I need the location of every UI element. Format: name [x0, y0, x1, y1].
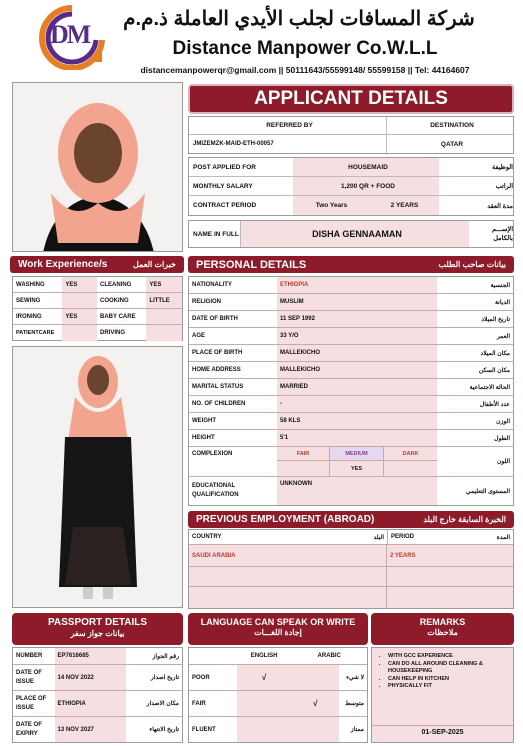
skill-label: WASHING	[16, 281, 45, 288]
previous-employment-header	[188, 511, 514, 528]
personal-label-ar: الديانة	[494, 299, 510, 306]
skill-value: YES	[146, 277, 182, 292]
passport-value: EP7616685	[55, 648, 126, 664]
personal-value: 5'1	[277, 430, 437, 446]
personal-value: ETHIOPIA	[277, 277, 437, 293]
personal-label: PLACE OF BIRTH	[192, 350, 243, 356]
remark-item: • CAN HELP IN KITCHEN	[388, 676, 507, 684]
period-label-ar: المدة	[496, 534, 510, 541]
skill-label: SEWING	[16, 297, 41, 304]
skill-label: BABY CARE	[100, 313, 136, 320]
personal-label-ar: تاريخ الميلاد	[481, 316, 510, 323]
personal-label: NO. OF CHILDREN	[192, 401, 246, 407]
education-label: EDUCATIONAL QUALIFICATION	[192, 483, 239, 498]
destination-label: DESTINATION	[387, 117, 513, 135]
skill-value: LITTLE	[146, 293, 182, 308]
passport-value: ETHIOPIA	[55, 691, 126, 716]
personal-label: NATIONALITY	[192, 282, 232, 288]
salary-label-ar: الراتب	[439, 177, 513, 196]
skill-label: IRONING	[16, 313, 42, 320]
country-label-ar: البلد	[373, 534, 384, 541]
personal-label: RELIGION	[192, 299, 222, 305]
complexion-mark	[277, 461, 330, 476]
education-label-ar: المستوى التعليمي	[465, 488, 510, 495]
arabic-mark	[291, 717, 339, 742]
complexion-mark	[384, 461, 437, 476]
previous-employment-title-ar: الخبرة السابقة خارج البلد	[423, 515, 506, 524]
language-col-arabic: ARABIC	[317, 653, 341, 659]
personal-value: 11 SEP 1992	[277, 311, 437, 327]
destination-value: QATAR	[440, 140, 464, 148]
passport-title-ar: بيانات جواز سفر	[70, 629, 125, 638]
remark-item: • WITH GCC EXPERIENCE	[388, 653, 507, 661]
english-mark: √	[237, 665, 292, 690]
personal-details-table	[188, 276, 514, 506]
personal-value: MALLEKICHO	[277, 345, 437, 361]
passport-label: NUMBER	[16, 653, 43, 659]
name-label-ar: الإســـم بالكامل	[492, 226, 513, 242]
company-logo	[36, 4, 108, 70]
passport-value: 13 NOV 2027	[55, 717, 126, 742]
work-experience-title-ar: خبرات العمل	[133, 260, 176, 269]
language-level-ar: متوسط	[345, 701, 365, 707]
personal-label: MARITAL STATUS	[192, 384, 244, 390]
passport-label: DATE OF EXPIRY	[16, 721, 42, 737]
passport-label-ar: تاريخ الانتهاء	[149, 727, 179, 733]
personal-details-title-ar: بيانات صاحب الطلب	[438, 260, 506, 269]
language-table	[188, 647, 368, 743]
passport-value: 14 NOV 2022	[55, 665, 126, 690]
english-mark	[237, 691, 292, 716]
arabic-mark: √	[291, 691, 339, 716]
passport-label: DATE OF ISSUE	[16, 669, 42, 685]
personal-details-header	[188, 256, 514, 273]
language-col-english: ENGLISH	[250, 653, 278, 659]
language-level: FLUENT	[192, 726, 216, 733]
remark-item: • CAN DO ALL AROUND CLEANING & HOUSEKEEPING	[388, 661, 507, 676]
remarks-title: REMARKS	[419, 617, 466, 627]
remarks-header	[371, 613, 514, 645]
name-label: NAME IN FULL	[189, 221, 241, 247]
language-level-ar: لا شيء	[346, 675, 365, 681]
contract-value-2: 2 YEARS	[366, 196, 439, 215]
passport-title: PASSPORT DETAILS	[47, 617, 148, 628]
salary-label: MONTHLY SALARY	[189, 177, 293, 196]
applicant-full-body-photo	[12, 346, 183, 608]
previous-period: 2 YEARS	[390, 552, 416, 559]
skill-value: YES	[62, 277, 97, 292]
complexion-option-medium: MEDIUM	[330, 447, 384, 461]
skill-value	[62, 325, 97, 341]
complexion-option-fair: FAIR	[277, 447, 330, 461]
work-experience-header	[10, 256, 184, 273]
company-name-english: Distance Manpower Co.W.L.L	[172, 38, 438, 59]
previous-employment-title: PREVIOUS EMPLOYMENT (ABROAD)	[196, 514, 375, 525]
applicant-details-title: APPLICANT DETAILS	[188, 84, 514, 114]
personal-value: MUSLIM	[277, 294, 437, 310]
passport-table	[12, 647, 183, 743]
personal-value: -	[277, 396, 437, 412]
passport-label-ar: مكان الاصدار	[146, 701, 179, 707]
name-value: DISHA GENNAAMAN	[241, 221, 469, 247]
skill-value	[62, 293, 97, 308]
applicant-headshot	[12, 82, 183, 252]
contract-label-ar: مدة العقد	[487, 202, 513, 210]
salary-value: 1,200 QR + FOOD	[293, 177, 439, 196]
post-value: HOUSEMAID	[293, 158, 439, 177]
complexion-option-dark: DARK	[384, 447, 437, 461]
company-name-arabic: شركة المسافات لجلب الأيدي العاملة ذ.م.م	[123, 8, 475, 30]
country-label: COUNTRY	[192, 534, 222, 540]
contact-line: distancemanpowerqr@gmail.com || 50111643/55599148/ 55599158 || Tel: 44164607	[140, 65, 470, 75]
personal-value: 33 Y/O	[277, 328, 437, 344]
remarks-title-ar: ملاحظات	[427, 628, 458, 637]
previous-employment-table	[188, 529, 514, 609]
language-level: POOR	[192, 674, 210, 681]
skill-value: YES	[62, 309, 97, 324]
passport-label: PLACE OF ISSUE	[16, 695, 47, 711]
personal-label: HEIGHT	[192, 435, 215, 441]
post-label-ar: الوظيفة	[439, 158, 513, 177]
logo-text: DM	[50, 20, 90, 49]
personal-details-title: PERSONAL DETAILS	[196, 258, 307, 271]
previous-country: SAUDI ARABIA	[189, 545, 387, 566]
complexion-label-ar: اللون	[497, 459, 510, 465]
language-title-ar: إجادة اللغـــات	[254, 628, 302, 637]
personal-label-ar: مكان السكن	[478, 367, 510, 374]
passport-header	[12, 613, 183, 645]
post-label: POST APPLIED FOR	[189, 158, 293, 177]
remark-item: • PHYSICALLY FIT	[388, 683, 507, 691]
language-level-ar: ممتاز	[350, 727, 365, 733]
personal-label-ar: العمر	[496, 333, 510, 340]
personal-label-ar: الحالة الاجتماعية	[469, 384, 510, 391]
personal-value: MALLEKICHO	[277, 362, 437, 378]
language-header	[188, 613, 368, 645]
personal-label: WEIGHT	[192, 418, 216, 424]
personal-label-ar: الجنسية	[490, 282, 510, 289]
skill-label: DRIVING	[100, 330, 126, 336]
skill-value	[146, 325, 182, 341]
contract-label: CONTRACT PERIOD	[193, 202, 257, 209]
work-experience-table	[12, 276, 183, 341]
remarks-date: 01-SEP-2025	[372, 725, 513, 739]
personal-label-ar: مكان الميلاد	[480, 350, 510, 357]
personal-label: DATE OF BIRTH	[192, 316, 238, 322]
arabic-mark	[291, 665, 339, 690]
language-title: LANGUAGE CAN SPEAK OR WRITE	[200, 617, 356, 627]
skill-label: COOKING	[100, 297, 129, 304]
complexion-label: COMPLEXION	[192, 451, 233, 457]
complexion-mark: YES	[330, 461, 384, 476]
passport-label-ar: رقم الجواز	[152, 653, 179, 660]
skill-label: PATIENTCARE	[16, 330, 55, 336]
personal-value: MARRIED	[277, 379, 437, 395]
reference-value: JMIZEMZK-MAID-ETH-00057	[189, 135, 387, 153]
work-experience-title: Work Experience/s	[18, 259, 108, 270]
skill-label: CLEANING	[100, 281, 132, 288]
english-mark	[237, 717, 292, 742]
personal-label-ar: عدد الأطفال	[479, 401, 510, 408]
personal-label: AGE	[192, 333, 206, 339]
education-value: UNKNOWN	[277, 477, 437, 505]
passport-label-ar: تاريخ اصدار	[150, 675, 179, 681]
personal-label: HOME ADDRESS	[192, 367, 241, 373]
period-label: PERIOD	[387, 530, 447, 544]
contract-value: Two Years	[293, 196, 366, 215]
personal-label-ar: الطول	[494, 435, 510, 442]
personal-value: 58 KLS	[277, 413, 437, 429]
referred-by-label: REFERRED BY	[189, 117, 387, 135]
skill-value	[146, 309, 182, 324]
personal-label-ar: الوزن	[496, 418, 510, 425]
language-level: FAIR	[192, 700, 206, 707]
